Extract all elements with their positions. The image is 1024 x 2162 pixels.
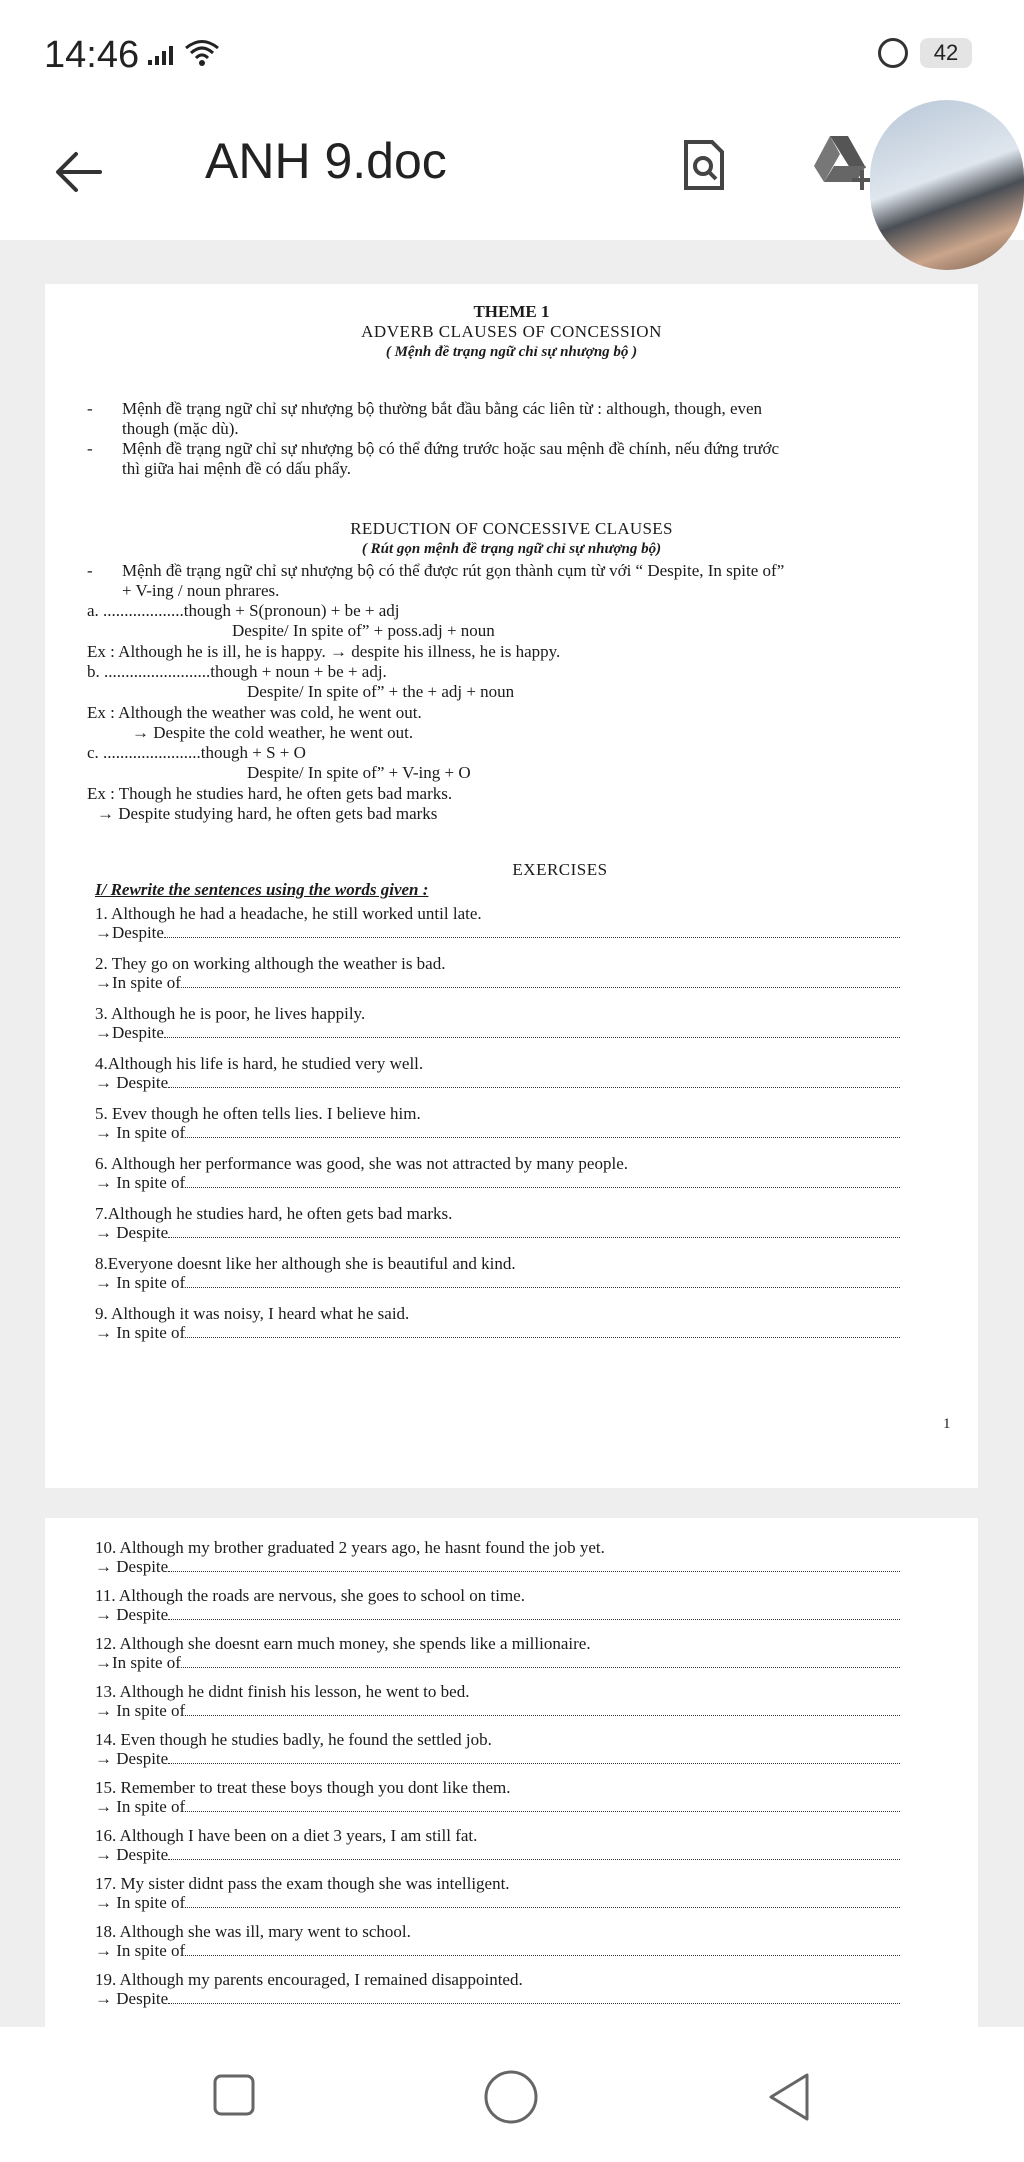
answer-prompt: →Despite: [95, 923, 164, 942]
example-line: Ex : Although he is ill, he is happy. → despite his illness, he is happy.: [87, 642, 561, 661]
answer-blank: [181, 1653, 900, 1668]
answer-prompt: → In spite of: [95, 1893, 186, 1912]
answer-prompt: → Despite: [95, 1605, 169, 1624]
answer-blank: [168, 1557, 900, 1572]
account-avatar[interactable]: [870, 100, 1024, 270]
exercise-answer-line: [95, 1073, 900, 1093]
exercise-answer-line: [95, 1893, 900, 1913]
exercise-answer-line: [95, 973, 900, 993]
exercise-answer-line: [95, 1273, 900, 1293]
exercise-answer-line: [95, 1845, 900, 1865]
pattern-line: Despite/ In spite of” + the + adj + noun: [247, 682, 515, 701]
home-icon[interactable]: [483, 2069, 539, 2125]
exercise-answer-line: [95, 1323, 900, 1343]
exercise-answer-line: [95, 1173, 900, 1193]
answer-blank: [168, 1989, 900, 2004]
exercise-question: 12. Although she doesnt earn much money, she spends like a millionaire.: [95, 1634, 591, 1653]
exercise-question: 1. Although he had a headache, he still worked until late.: [95, 904, 482, 923]
pattern-line: a. ...................though + S(pronoun) + be + adj: [87, 601, 400, 620]
answer-prompt: → In spite of: [95, 1323, 186, 1342]
answer-blank: [164, 923, 900, 938]
exercise-question: 4.Although his life is hard, he studied very well.: [95, 1054, 424, 1073]
answer-blank: [185, 1893, 900, 1908]
section-subheading: ( Mệnh đề trạng ngữ chỉ sự nhượng bộ ): [385, 344, 638, 360]
answer-prompt: → In spite of: [95, 1273, 186, 1292]
answer-blank: [185, 1323, 900, 1338]
back-arrow-icon[interactable]: [52, 146, 104, 198]
bullet: -: [87, 399, 93, 418]
reduction-subheading: ( Rút gọn mệnh đề trạng ngữ chỉ sự nhượng bộ): [361, 541, 662, 557]
wifi-icon: [184, 38, 220, 68]
answer-prompt: →In spite of: [95, 1653, 181, 1672]
document-viewer[interactable]: [0, 240, 1024, 2027]
exercise-answer-line: [95, 1605, 900, 1625]
exercise-question: 7.Although he studies hard, he often gets bad marks.: [95, 1204, 453, 1223]
document-page-2: [45, 1518, 978, 2038]
status-time: 14:46: [44, 34, 140, 76]
answer-prompt: → Despite: [95, 1557, 169, 1576]
answer-prompt: → Despite: [95, 1073, 169, 1092]
exercise-answer-line: [95, 1941, 900, 1961]
exercise-answer-line: [95, 1123, 900, 1143]
search-in-document-icon[interactable]: [682, 138, 726, 192]
bullet: -: [87, 439, 93, 458]
exercise-question: 6. Although her performance was good, she was not attracted by many people.: [95, 1154, 628, 1173]
answer-prompt: → Despite: [95, 1845, 169, 1864]
answer-blank: [168, 1223, 900, 1238]
answer-prompt: → Despite: [95, 1223, 169, 1242]
reduction-rule: Mệnh đề trạng ngữ chỉ sự nhượng bộ có thể được rút gọn thành cụm từ với “ Despite, In spite of”: [122, 561, 785, 580]
rule-text: Mệnh đề trạng ngữ chỉ sự nhượng bộ có thể đứng trước hoặc sau mệnh đề chính, nếu đứng trước: [122, 439, 780, 458]
exercise-question: 11. Although the roads are nervous, she goes to school on time.: [95, 1586, 525, 1605]
exercise-answer-line: [95, 1023, 900, 1043]
exercises-heading: EXERCISES: [512, 860, 608, 879]
exercise-question: 2. They go on working although the weather is bad.: [95, 954, 446, 973]
answer-prompt: → In spite of: [95, 1173, 186, 1192]
answer-blank: [185, 1173, 900, 1188]
example-line: Ex : Although the weather was cold, he went out.: [87, 703, 422, 722]
theme-title: THEME 1: [473, 302, 550, 321]
rule-text: thì giữa hai mệnh đề có dấu phẩy.: [122, 459, 352, 478]
task-instruction: I/ Rewrite the sentences using the words given :: [95, 880, 429, 899]
answer-prompt: → In spite of: [95, 1941, 186, 1960]
exercise-question: 17. My sister didnt pass the exam though she was intelligent.: [95, 1874, 510, 1893]
signal-icon: [148, 44, 178, 66]
document-page-1: [45, 284, 978, 1488]
pattern-line: Despite/ In spite of” + V-ing + O: [247, 763, 471, 782]
battery-indicator: 42: [920, 38, 972, 68]
navigation-bar: [0, 2027, 1024, 2162]
answer-blank: [168, 1605, 900, 1620]
exercise-question: 15. Remember to treat these boys though you dont like them.: [95, 1778, 511, 1797]
pattern-line: b. .........................though + noun + be + adj.: [87, 662, 387, 681]
exercise-answer-line: [95, 1653, 900, 1673]
exercise-answer-line: [95, 1557, 900, 1577]
exercise-question: 10. Although my brother graduated 2 years ago, he hasnt found the job yet.: [95, 1538, 605, 1557]
exercise-question: 19. Although my parents encouraged, I remained disappointed.: [95, 1970, 523, 1989]
exercise-answer-line: [95, 1989, 900, 2009]
status-bar: [0, 0, 1024, 110]
back-nav-icon[interactable]: [765, 2071, 813, 2123]
reduction-heading: REDUCTION OF CONCESSIVE CLAUSES: [350, 519, 673, 538]
pattern-line: Despite/ In spite of” + poss.adj + noun: [232, 621, 495, 640]
answer-prompt: →In spite of: [95, 973, 181, 992]
example-line: → Despite studying hard, he often gets bad marks: [97, 804, 438, 823]
exercise-answer-line: [95, 1223, 900, 1243]
exercise-question: 16. Although I have been on a diet 3 years, I am still fat.: [95, 1826, 478, 1845]
answer-prompt: → In spite of: [95, 1797, 186, 1816]
answer-prompt: → In spite of: [95, 1123, 186, 1142]
exercise-question: 8.Everyone doesnt like her although she is beautiful and kind.: [95, 1254, 516, 1273]
exercise-answer-line: [95, 1701, 900, 1721]
lock-icon: [878, 38, 908, 68]
exercise-answer-line: [95, 1749, 900, 1769]
exercise-question: 18. Although she was ill, mary went to school.: [95, 1922, 411, 1941]
bullet: -: [87, 561, 93, 580]
exercise-question: 9. Although it was noisy, I heard what he said.: [95, 1304, 410, 1323]
answer-blank: [164, 1023, 900, 1038]
answer-prompt: → Despite: [95, 1749, 169, 1768]
answer-blank: [185, 1701, 900, 1716]
recent-apps-icon[interactable]: [212, 2073, 256, 2117]
answer-prompt: →Despite: [95, 1023, 164, 1042]
example-line: → Despite the cold weather, he went out.: [132, 723, 414, 742]
answer-prompt: → In spite of: [95, 1701, 186, 1720]
pattern-line: c. .......................though + S + O: [87, 743, 306, 762]
answer-blank: [181, 973, 900, 988]
exercise-question: 5. Evev though he often tells lies. I believe him.: [95, 1104, 421, 1123]
document-title: ANH 9.doc: [205, 133, 447, 189]
example-line: Ex : Though he studies hard, he often gets bad marks.: [87, 784, 453, 803]
exercise-answer-line: [95, 923, 900, 943]
answer-prompt: → Despite: [95, 1989, 169, 2008]
answer-blank: [168, 1749, 900, 1764]
exercise-question: 3. Although he is poor, he lives happily.: [95, 1004, 366, 1023]
answer-blank: [185, 1941, 900, 1956]
page-number: 1: [943, 1416, 951, 1432]
answer-blank: [185, 1797, 900, 1812]
section-heading: ADVERB CLAUSES OF CONCESSION: [361, 322, 662, 341]
reduction-rule: + V-ing / noun phrares.: [122, 581, 280, 600]
rule-text: Mệnh đề trạng ngữ chỉ sự nhượng bộ thường bắt đầu bằng các liên từ : although, though, even: [122, 399, 763, 418]
rule-text: though (mặc dù).: [122, 419, 239, 438]
answer-blank: [168, 1845, 900, 1860]
add-to-drive-icon[interactable]: [810, 130, 874, 190]
exercise-answer-line: [95, 1797, 900, 1817]
exercise-question: 14. Even though he studies badly, he found the settled job.: [95, 1730, 492, 1749]
exercise-question: 13. Although he didnt finish his lesson, he went to bed.: [95, 1682, 470, 1701]
answer-blank: [168, 1073, 900, 1088]
answer-blank: [185, 1123, 900, 1138]
answer-blank: [185, 1273, 900, 1288]
